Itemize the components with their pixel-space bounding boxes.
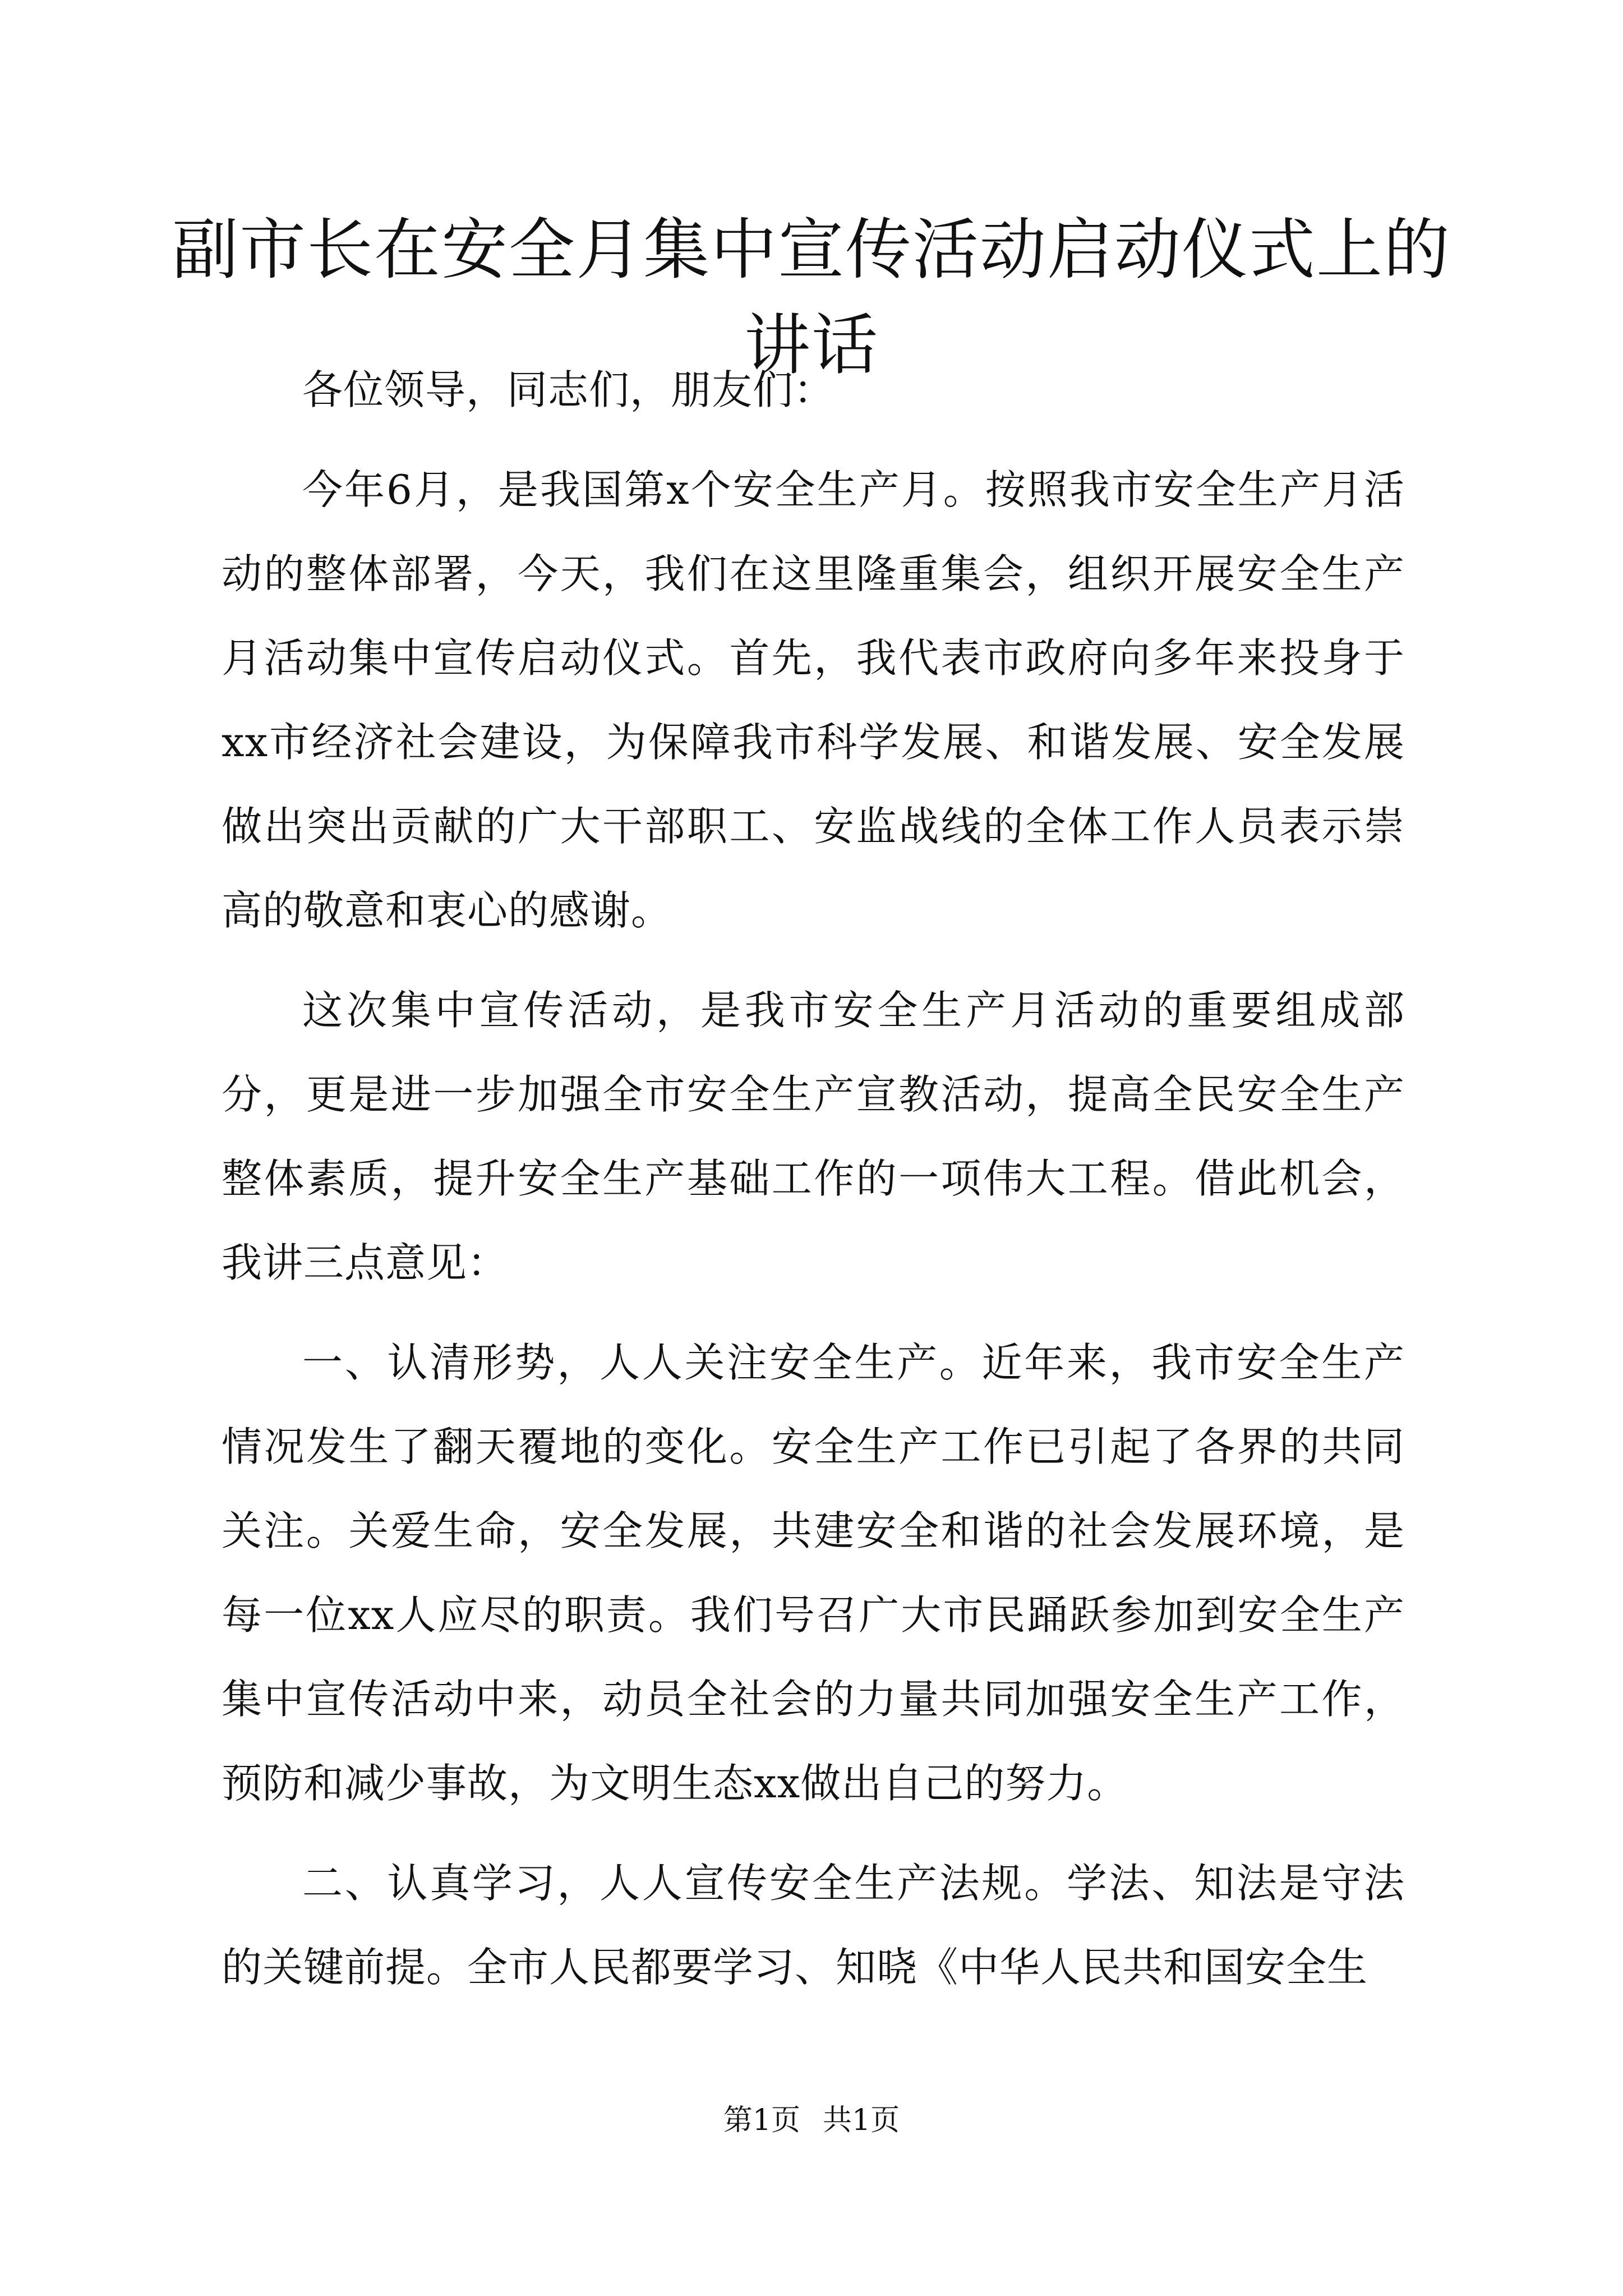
document-title: 副市长在安全月集中宣传活动启动仪式上的讲话 (172, 211, 1451, 384)
document-body (222, 348, 1405, 2009)
page-number: 第1页 (723, 2104, 800, 2137)
paragraph-purpose: 这次集中宣传活动，是我市安全生产月活动的重要组成部分，更是进一步加强全市安全生产宣教活动，提高全民安全生产整体素质，提升安全生产基础工作的一项伟大工程。借此机会，我讲三点意见： (222, 987, 1405, 1286)
paragraph-salutation: 各位领导，同志们，朋友们： (302, 366, 835, 413)
paragraph-opening: 今年6月，是我国第x个安全生产月。按照我市安全生产月活动的整体部署，今天，我们在这里隆重集会，组织开展安全生产月活动集中宣传启动仪式。首先，我代表市政府向多年来投身于xx市经济社会建设，为保障我市科学发展、和谐发展、安全发展做出突出贡献的广大干部职工、安监战线的全体工作人员表示崇高的敬意和衷心的感谢。 (222, 466, 1405, 934)
paragraph-point-two: 二、认真学习，人人宣传安全生产法规。学法、知法是守法的关键前提。全市人民都要学习、知晓《中华人民共和国安全生 (222, 1860, 1405, 1991)
page-footer (0, 2101, 1623, 2140)
paragraph-point-one: 一、认清形势，人人关注安全生产。近年来，我市安全生产情况发生了翻天覆地的变化。安全生产工作已引起了各界的共同关注。关爱生命，安全发展，共建安全和谐的社会发展环境，是每一位xx人应尽的职责。我们号召广大市民踊跃参加到安全生产集中宣传活动中来，动员全社会的力量共同加强安全生产工作，预防和减少事故，为文明生态xx做出自己的努力。 (222, 1339, 1405, 1807)
page-total: 共1页 (823, 2104, 900, 2137)
